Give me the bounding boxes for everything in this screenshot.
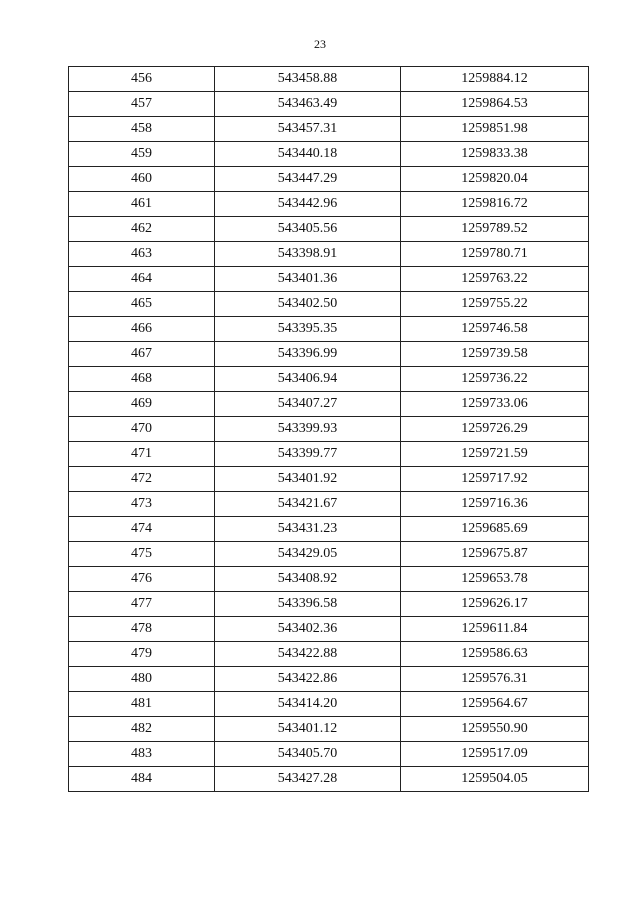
y-coordinate-cell: 1259746.58 xyxy=(401,317,589,342)
x-coordinate-cell: 543422.88 xyxy=(215,642,401,667)
x-coordinate-cell: 543399.77 xyxy=(215,442,401,467)
y-coordinate-cell: 1259884.12 xyxy=(401,67,589,92)
x-coordinate-cell: 543407.27 xyxy=(215,392,401,417)
point-number-cell: 482 xyxy=(69,717,215,742)
x-coordinate-cell: 543422.86 xyxy=(215,667,401,692)
point-number-cell: 474 xyxy=(69,517,215,542)
table-row xyxy=(69,317,589,342)
table-row xyxy=(69,567,589,592)
table-row xyxy=(69,92,589,117)
point-number-cell: 484 xyxy=(69,767,215,792)
x-coordinate-cell: 543447.29 xyxy=(215,167,401,192)
y-coordinate-cell: 1259820.04 xyxy=(401,167,589,192)
y-coordinate-cell: 1259755.22 xyxy=(401,292,589,317)
table-row xyxy=(69,542,589,567)
x-coordinate-cell: 543401.92 xyxy=(215,467,401,492)
x-coordinate-cell: 543457.31 xyxy=(215,117,401,142)
y-coordinate-cell: 1259763.22 xyxy=(401,267,589,292)
x-coordinate-cell: 543421.67 xyxy=(215,492,401,517)
point-number-cell: 483 xyxy=(69,742,215,767)
y-coordinate-cell: 1259721.59 xyxy=(401,442,589,467)
table-row xyxy=(69,392,589,417)
x-coordinate-cell: 543408.92 xyxy=(215,567,401,592)
x-coordinate-cell: 543396.99 xyxy=(215,342,401,367)
x-coordinate-cell: 543440.18 xyxy=(215,142,401,167)
x-coordinate-cell: 543405.56 xyxy=(215,217,401,242)
table-row xyxy=(69,642,589,667)
x-coordinate-cell: 543396.58 xyxy=(215,592,401,617)
point-number-cell: 465 xyxy=(69,292,215,317)
table-row xyxy=(69,167,589,192)
y-coordinate-cell: 1259550.90 xyxy=(401,717,589,742)
y-coordinate-cell: 1259851.98 xyxy=(401,117,589,142)
y-coordinate-cell: 1259626.17 xyxy=(401,592,589,617)
table-row xyxy=(69,717,589,742)
table-row xyxy=(69,692,589,717)
table-row xyxy=(69,367,589,392)
point-number-cell: 476 xyxy=(69,567,215,592)
x-coordinate-cell: 543458.88 xyxy=(215,67,401,92)
point-number-cell: 478 xyxy=(69,617,215,642)
x-coordinate-cell: 543395.35 xyxy=(215,317,401,342)
table-row xyxy=(69,192,589,217)
y-coordinate-cell: 1259789.52 xyxy=(401,217,589,242)
table-row xyxy=(69,417,589,442)
x-coordinate-cell: 543414.20 xyxy=(215,692,401,717)
point-number-cell: 458 xyxy=(69,117,215,142)
y-coordinate-cell: 1259717.92 xyxy=(401,467,589,492)
y-coordinate-cell: 1259517.09 xyxy=(401,742,589,767)
y-coordinate-cell: 1259653.78 xyxy=(401,567,589,592)
point-number-cell: 468 xyxy=(69,367,215,392)
point-number-cell: 467 xyxy=(69,342,215,367)
y-coordinate-cell: 1259611.84 xyxy=(401,617,589,642)
y-coordinate-cell: 1259816.72 xyxy=(401,192,589,217)
coordinates-table-body xyxy=(69,67,589,792)
point-number-cell: 457 xyxy=(69,92,215,117)
table-row xyxy=(69,142,589,167)
point-number-cell: 470 xyxy=(69,417,215,442)
point-number-cell: 462 xyxy=(69,217,215,242)
point-number-cell: 460 xyxy=(69,167,215,192)
x-coordinate-cell: 543401.36 xyxy=(215,267,401,292)
y-coordinate-cell: 1259586.63 xyxy=(401,642,589,667)
x-coordinate-cell: 543399.93 xyxy=(215,417,401,442)
table-row xyxy=(69,667,589,692)
table-row xyxy=(69,217,589,242)
table-row xyxy=(69,342,589,367)
table-row xyxy=(69,492,589,517)
x-coordinate-cell: 543398.91 xyxy=(215,242,401,267)
point-number-cell: 456 xyxy=(69,67,215,92)
table-row xyxy=(69,267,589,292)
point-number-cell: 463 xyxy=(69,242,215,267)
y-coordinate-cell: 1259675.87 xyxy=(401,542,589,567)
y-coordinate-cell: 1259685.69 xyxy=(401,517,589,542)
table-row xyxy=(69,117,589,142)
point-number-cell: 469 xyxy=(69,392,215,417)
y-coordinate-cell: 1259716.36 xyxy=(401,492,589,517)
x-coordinate-cell: 543402.36 xyxy=(215,617,401,642)
y-coordinate-cell: 1259564.67 xyxy=(401,692,589,717)
table-row xyxy=(69,67,589,92)
x-coordinate-cell: 543442.96 xyxy=(215,192,401,217)
point-number-cell: 466 xyxy=(69,317,215,342)
point-number-cell: 459 xyxy=(69,142,215,167)
point-number-cell: 481 xyxy=(69,692,215,717)
coordinates-table xyxy=(68,66,589,792)
y-coordinate-cell: 1259504.05 xyxy=(401,767,589,792)
x-coordinate-cell: 543429.05 xyxy=(215,542,401,567)
x-coordinate-cell: 543431.23 xyxy=(215,517,401,542)
table-row xyxy=(69,592,589,617)
y-coordinate-cell: 1259833.38 xyxy=(401,142,589,167)
y-coordinate-cell: 1259736.22 xyxy=(401,367,589,392)
page-number: 23 xyxy=(314,37,326,51)
point-number-cell: 477 xyxy=(69,592,215,617)
point-number-cell: 472 xyxy=(69,467,215,492)
y-coordinate-cell: 1259733.06 xyxy=(401,392,589,417)
point-number-cell: 461 xyxy=(69,192,215,217)
point-number-cell: 475 xyxy=(69,542,215,567)
point-number-cell: 479 xyxy=(69,642,215,667)
y-coordinate-cell: 1259726.29 xyxy=(401,417,589,442)
table-row xyxy=(69,467,589,492)
y-coordinate-cell: 1259739.58 xyxy=(401,342,589,367)
point-number-cell: 473 xyxy=(69,492,215,517)
x-coordinate-cell: 543401.12 xyxy=(215,717,401,742)
table-row xyxy=(69,517,589,542)
x-coordinate-cell: 543427.28 xyxy=(215,767,401,792)
table-row xyxy=(69,292,589,317)
y-coordinate-cell: 1259780.71 xyxy=(401,242,589,267)
x-coordinate-cell: 543406.94 xyxy=(215,367,401,392)
point-number-cell: 464 xyxy=(69,267,215,292)
y-coordinate-cell: 1259864.53 xyxy=(401,92,589,117)
y-coordinate-cell: 1259576.31 xyxy=(401,667,589,692)
table-row xyxy=(69,242,589,267)
table-row xyxy=(69,617,589,642)
x-coordinate-cell: 543402.50 xyxy=(215,292,401,317)
table-row xyxy=(69,742,589,767)
point-number-cell: 480 xyxy=(69,667,215,692)
point-number-cell: 471 xyxy=(69,442,215,467)
table-row xyxy=(69,442,589,467)
table-row xyxy=(69,767,589,792)
x-coordinate-cell: 543405.70 xyxy=(215,742,401,767)
x-coordinate-cell: 543463.49 xyxy=(215,92,401,117)
